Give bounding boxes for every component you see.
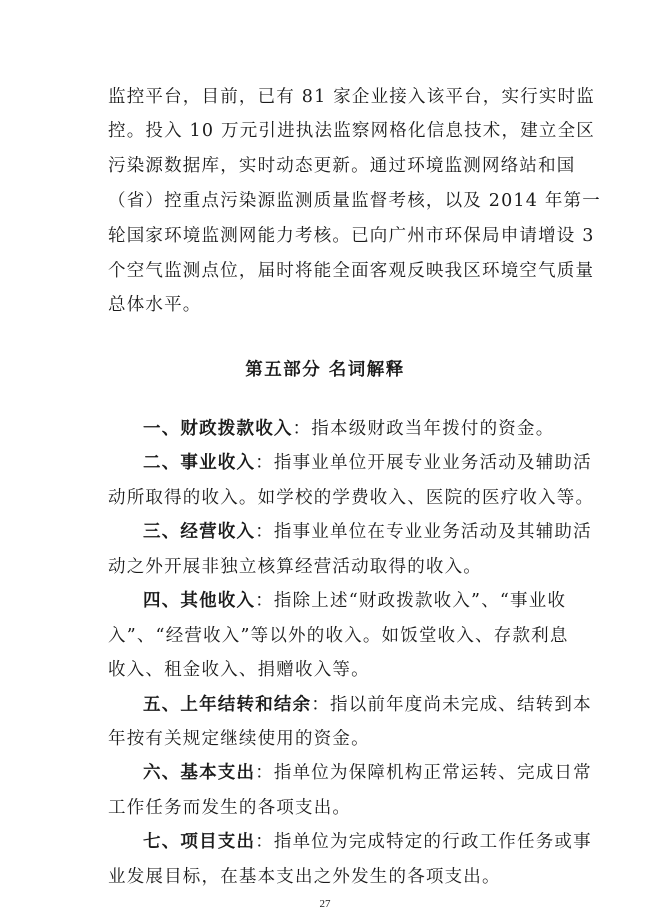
definition-term: 七、项目支出 bbox=[143, 832, 256, 852]
definition-item bbox=[143, 762, 592, 784]
definition-text: ：指以前年度尚未完成、结转到本 bbox=[311, 695, 592, 715]
definition-text: ：指单位为完成特定的行政工作任务或事 bbox=[255, 832, 592, 852]
definition-item bbox=[143, 452, 592, 474]
definition-text: ：指事业单位在专业业务活动及其辅助活 bbox=[255, 522, 592, 542]
body-text-line: （省）控重点污染源监测质量监督考核，以及 2014 年第一 bbox=[108, 191, 601, 211]
definition-term: 五、上年结转和结余 bbox=[143, 695, 312, 715]
definition-term: 四、其他收入 bbox=[143, 591, 256, 611]
definition-item bbox=[143, 418, 554, 440]
body-text-line: 个空气监测点位，届时将能全面客观反映我区环境空气质量 bbox=[108, 261, 595, 281]
definition-term: 一、财政拨款收入 bbox=[143, 419, 293, 439]
body-text-line: 总体水平。 bbox=[108, 295, 202, 315]
definition-text: ：指除上述“财政拨款收入”、“事业收 bbox=[255, 591, 567, 611]
definition-text-cont: 工作任务而发生的各项支出。 bbox=[108, 798, 352, 818]
body-text-line: 污染源数据库，实时动态更新。通过环境监测网络站和国 bbox=[108, 156, 576, 176]
definition-term: 六、基本支出 bbox=[143, 763, 256, 783]
page-number: 27 bbox=[319, 898, 331, 910]
definition-text: ：指单位为保障机构正常运转、完成日常 bbox=[255, 763, 592, 783]
definition-text-cont: 业发展目标，在基本支出之外发生的各项支出。 bbox=[108, 867, 501, 887]
definition-item bbox=[143, 590, 566, 612]
definition-text-cont: 收入、租金收入、捐赠收入等。 bbox=[108, 660, 370, 680]
body-text-line: 监控平台，目前，已有 81 家企业接入该平台，实行实时监 bbox=[108, 87, 595, 107]
definition-item bbox=[143, 831, 592, 853]
body-text-line: 轮国家环境监测网能力考核。已向广州市环保局申请增设 3 bbox=[108, 226, 595, 246]
definition-term: 二、事业收入 bbox=[143, 453, 256, 473]
section-title: 第五部分 名词解释 bbox=[245, 360, 405, 380]
definition-term: 三、经营收入 bbox=[143, 522, 256, 542]
definition-text-cont: 动所取得的收入。如学校的学费收入、医院的医疗收入等。 bbox=[108, 488, 595, 508]
definition-text-cont: 入”、“经营收入”等以外的收入。如饭堂收入、存款利息 bbox=[108, 626, 569, 646]
definition-text: ：指事业单位开展专业业务活动及辅助活 bbox=[255, 453, 592, 473]
definition-item bbox=[143, 521, 592, 543]
definition-text: ：指本级财政当年拨付的资金。 bbox=[292, 419, 555, 439]
definition-text-cont: 年按有关规定继续使用的资金。 bbox=[108, 729, 370, 749]
body-text-line: 控。投入 10 万元引进执法监察网格化信息技术，建立全区 bbox=[108, 121, 595, 141]
definition-text-cont: 动之外开展非独立核算经营活动取得的收入。 bbox=[108, 557, 482, 577]
definition-item bbox=[143, 694, 592, 716]
